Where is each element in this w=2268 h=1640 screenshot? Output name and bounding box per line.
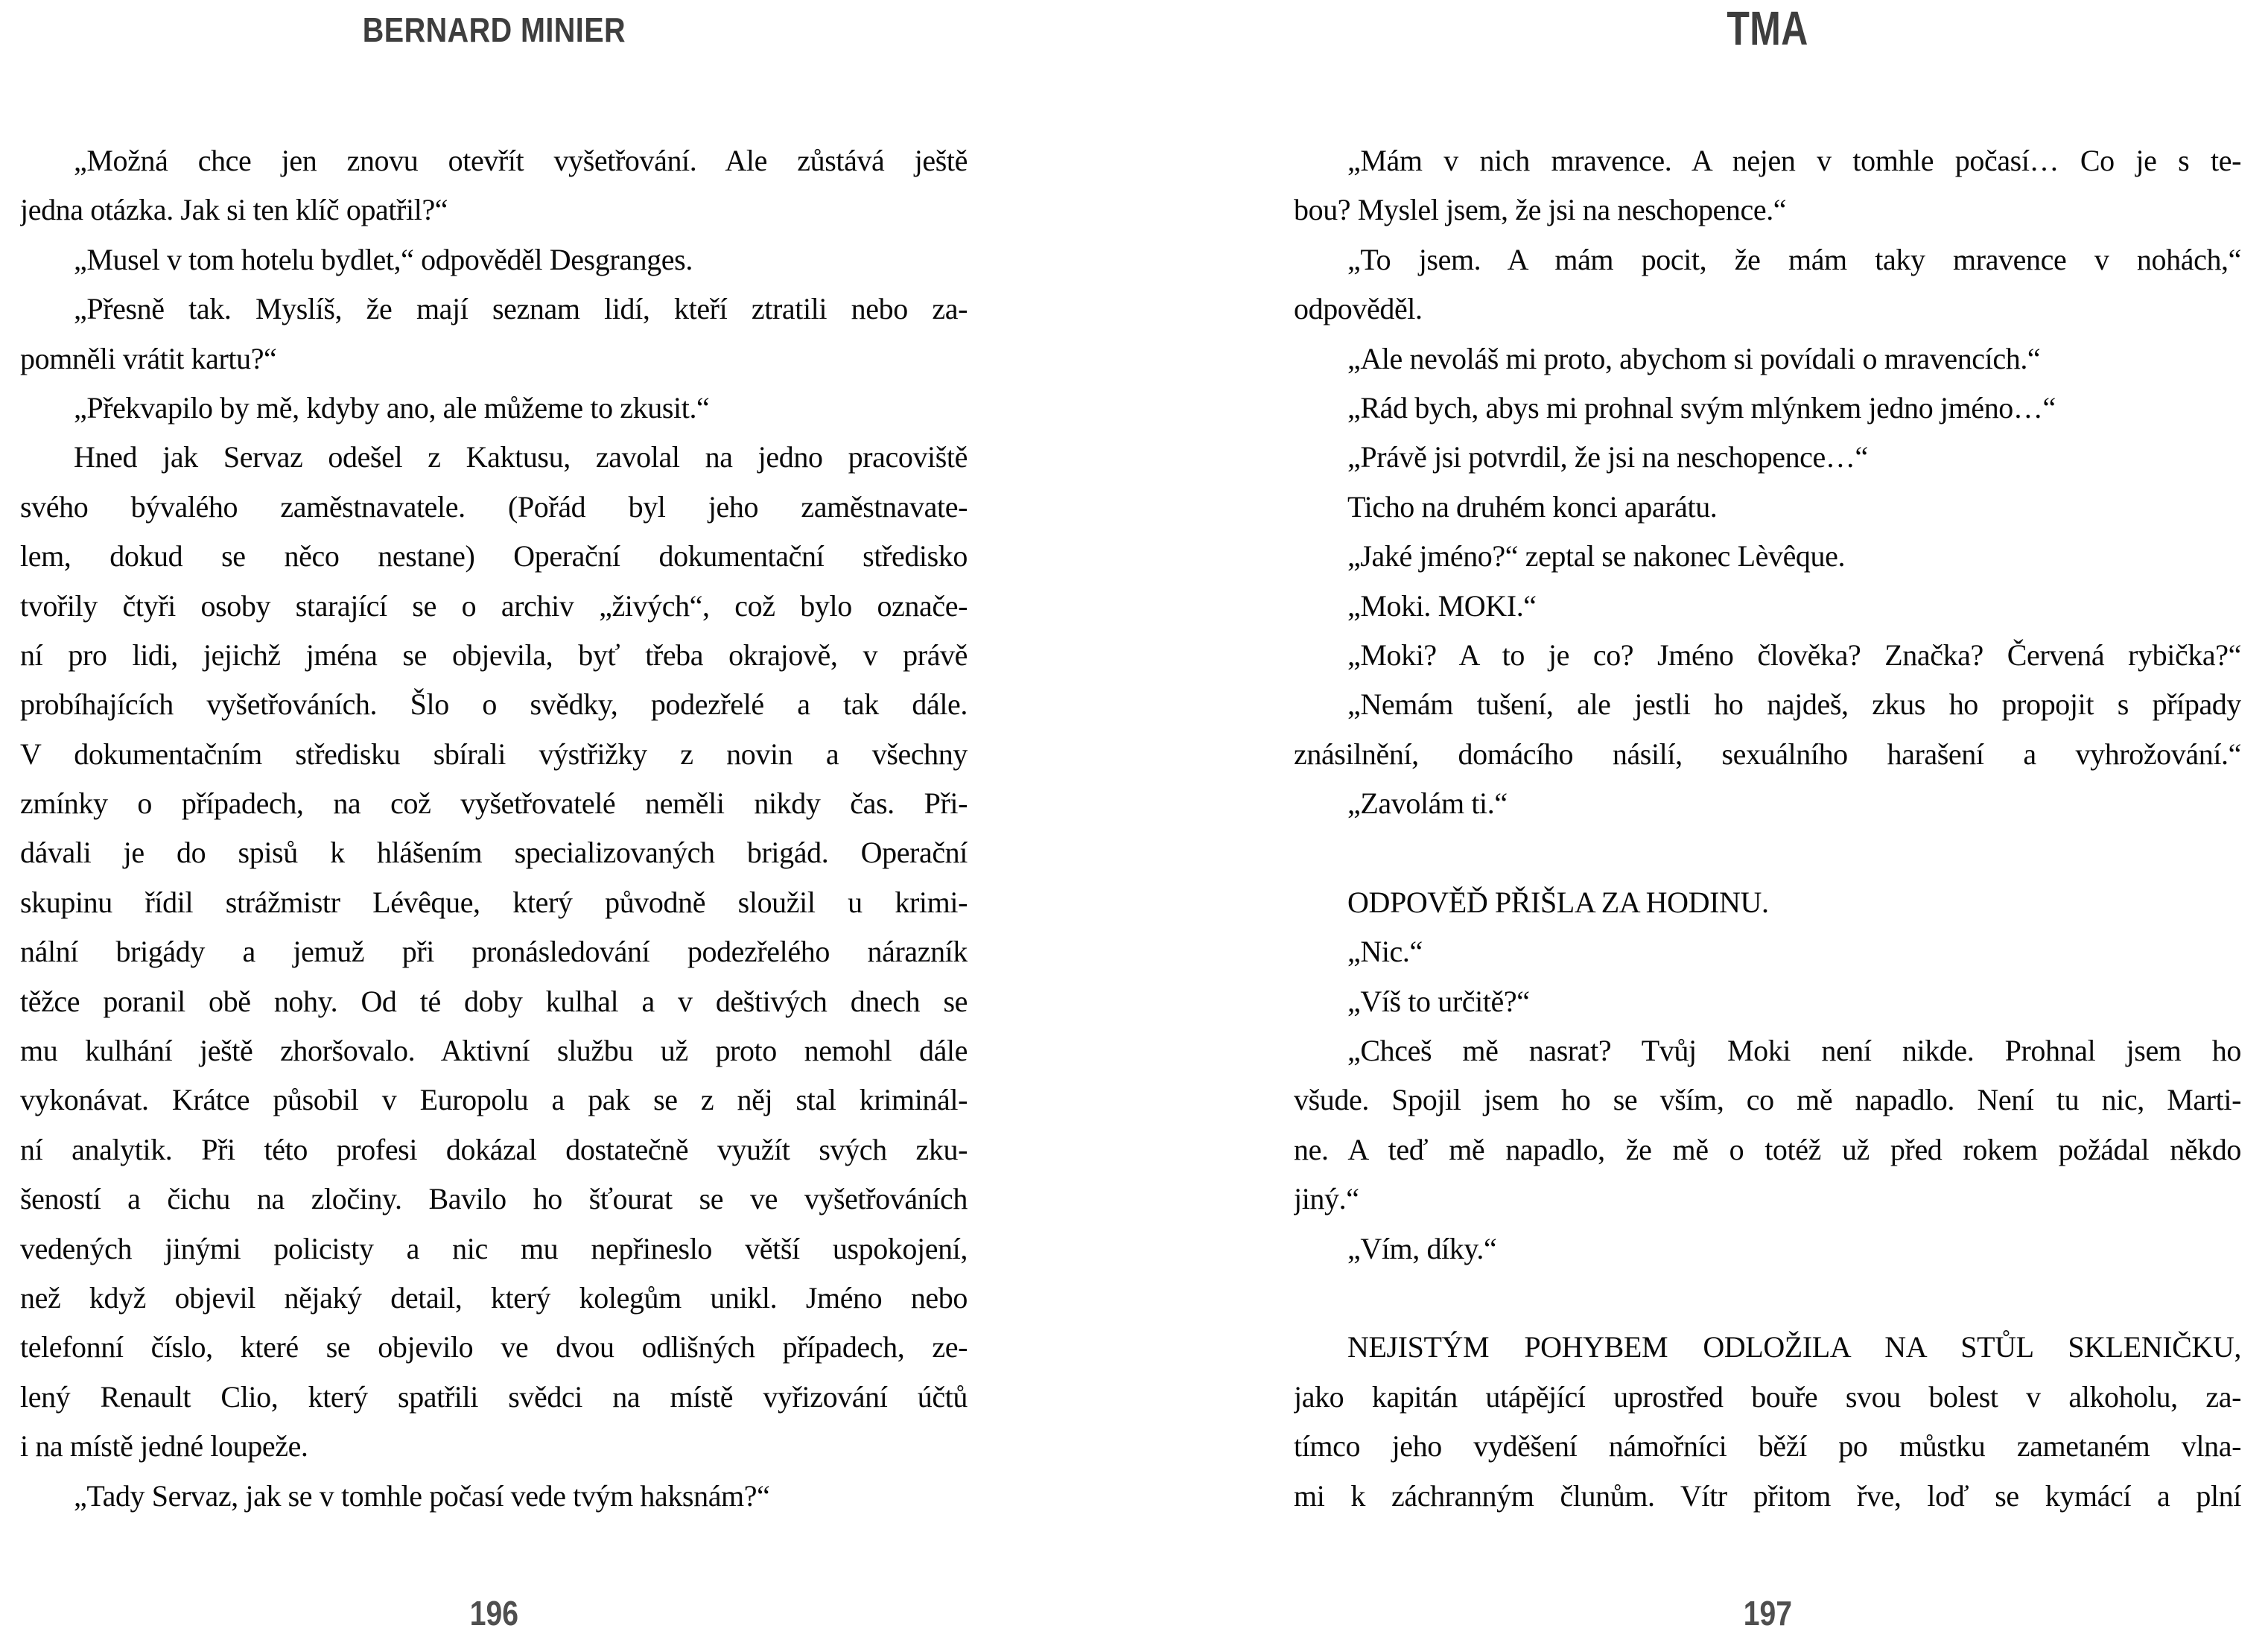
text-line: vedených jinými policisty a nic mu nepřineslo větší uspokojení, [20, 1231, 968, 1265]
text-line: bou? Myslel jsem, že jsi na neschopence.“ [1294, 193, 1787, 227]
page-right-text-body [1294, 136, 2241, 1521]
blank-line [1294, 1274, 2241, 1323]
text-line: V dokumentačním středisku sbírali výstřižky z novin a všechny [20, 737, 968, 771]
text-line: všude. Spojil jsem ho se vším, co mě napadlo. Není tu nic, Marti- [1294, 1083, 2241, 1117]
text-line: skupinu řídil strážmistr Lévêque, který původně sloužil u krimi- [20, 885, 968, 919]
text-line: zmínky o případech, na což vyšetřovatelé neměli nikdy čas. Při- [20, 786, 968, 821]
text-line: „Chceš mě nasrat? Tvůj Moki není nikde. Prohnal jsem ho [1347, 1034, 2241, 1068]
text-line: jako kapitán utápějící uprostřed bouře svou bolest v alkoholu, za- [1294, 1379, 2241, 1414]
text-line: šeností a čichu na zločiny. Bavilo ho šťourat se ve vyšetřováních [20, 1182, 968, 1216]
text-line: „Přesně tak. Myslíš, že mají seznam lidí, kteří ztratili nebo za- [74, 292, 968, 326]
text-line: „Moki. MOKI.“ [1347, 588, 1537, 623]
text-line: odpověděl. [1294, 292, 1423, 326]
text-line: ne. A teď mě napadlo, že mě o totéž už před rokem požádal někdo [1294, 1132, 2241, 1166]
text-line: „Nemám tušení, ale jestli ho najdeš, zkus ho propojit s případy [1347, 687, 2241, 722]
text-line: „To jsem. A mám pocit, že mám taky mravence v nohách,“ [1347, 242, 2241, 276]
text-line: ní pro lidi, jejichž jména se objevila, byť třeba okrajově, v právě [20, 638, 968, 672]
text-line: „Musel v tom hotelu bydlet,“ odpověděl Desgranges. [74, 242, 693, 276]
text-line: „Nic.“ [1347, 935, 1423, 969]
running-head-author-text: BERNARD MINIER [362, 10, 626, 49]
text-line: probíhajících vyšetřováních. Šlo o svědky, podezřelé a tak dále. [20, 687, 968, 722]
page-number-left [20, 1595, 968, 1631]
text-line: dávali je do spisů k hlášením specializovaných brigád. Operační [20, 836, 968, 870]
text-line: „Ale nevoláš mi proto, abychom si povídali o mravencích.“ [1347, 341, 2041, 375]
text-line: ODPOVĚĎ PŘIŠLA ZA HODINU. [1347, 885, 1769, 919]
running-head-title [1294, 1, 2241, 55]
text-line: ní analytik. Při této profesi dokázal dostatečně využít svých zku- [20, 1132, 968, 1166]
text-line: „Zavolám ti.“ [1347, 786, 1508, 821]
page-left-text-body [20, 136, 968, 1521]
text-line: telefonní číslo, které se objevilo ve dvou odlišných případech, ze- [20, 1330, 968, 1364]
text-line: „Možná chce jen znovu otevřít vyšetřování. Ale zůstává ještě [74, 144, 968, 177]
text-line: lem, dokud se něco nestane) Operační dokumentační středisko [20, 539, 968, 573]
text-line: i na místě jedné loupeže. [20, 1429, 308, 1463]
text-line: než když objevil nějaký detail, který kolegům unikl. Jméno nebo [20, 1280, 968, 1315]
text-line: „Tady Servaz, jak se v tomhle počasí vede tvým haksnám?“ [74, 1478, 770, 1513]
text-line: „Mám v nich mravence. A nejen v tomhle počasí… Co je s te- [1347, 144, 2241, 177]
text-line: Hned jak Servaz odešel z Kaktusu, zavolal na jedno pracoviště [74, 440, 968, 474]
page-number-right [1294, 1595, 2241, 1631]
running-head-author [20, 12, 968, 48]
text-line: „Jaké jméno?“ zeptal se nakonec Lèvêque. [1347, 539, 1846, 573]
page-number-right-text: 197 [1743, 1594, 1792, 1633]
text-line: Ticho na druhém konci aparátu. [1347, 489, 1718, 524]
text-line: „Překvapilo by mě, kdyby ano, ale můžeme to zkusit.“ [74, 390, 710, 425]
text-line: mi k záchranným člunům. Vítr přitom řve, loď se kymácí a plní [1294, 1478, 2241, 1513]
text-line: „Právě jsi potvrdil, že jsi na neschopence…“ [1347, 440, 1868, 474]
text-line: jiný.“ [1294, 1182, 1359, 1216]
text-line: „Víš to určitě?“ [1347, 984, 1530, 1018]
text-line: „Rád bych, abys mi prohnal svým mlýnkem jedno jméno…“ [1347, 390, 2056, 425]
text-line: „Moki? A to je co? Jméno člověka? Značka? Červená rybička?“ [1347, 638, 2241, 672]
text-line: mu kulhání ještě zhoršovalo. Aktivní službu už proto nemohl dále [20, 1034, 968, 1068]
text-line: těžce poranil obě nohy. Od té doby kulhal a v deštivých dnech se [20, 984, 968, 1018]
page-number-left-text: 196 [469, 1594, 518, 1633]
text-line: pomněli vrátit kartu?“ [20, 341, 277, 375]
text-line: znásilnění, domácího násilí, sexuálního harašení a vyhrožování.“ [1294, 737, 2241, 771]
text-line: lený Renault Clio, který spatřili svědci na místě vyřizování účtů [20, 1379, 968, 1414]
running-head-title-text: TMA [1727, 1, 1808, 55]
page-right [1134, 0, 2268, 1640]
text-line: jedna otázka. Jak si ten klíč opatřil?“ [20, 193, 448, 227]
text-line: nální brigády a jemuž při pronásledování podezřelého nárazník [20, 935, 968, 969]
text-line: „Vím, díky.“ [1347, 1231, 1497, 1265]
blank-line [1294, 828, 2241, 877]
text-line: vykonávat. Krátce působil v Europolu a pak se z něj stal kriminál- [20, 1083, 968, 1117]
text-line: tvořily čtyři osoby starající se o archiv „živých“, což bylo označe- [20, 588, 968, 623]
text-line: tímco jeho vyděšení námořníci běží po můstku zametaném vlna- [1294, 1429, 2241, 1463]
text-line: NEJISTÝM POHYBEM ODLOŽILA NA STŮL SKLENIČKU, [1347, 1330, 2241, 1364]
text-line: svého bývalého zaměstnavatele. (Pořád byl jeho zaměstnavate- [20, 489, 968, 524]
